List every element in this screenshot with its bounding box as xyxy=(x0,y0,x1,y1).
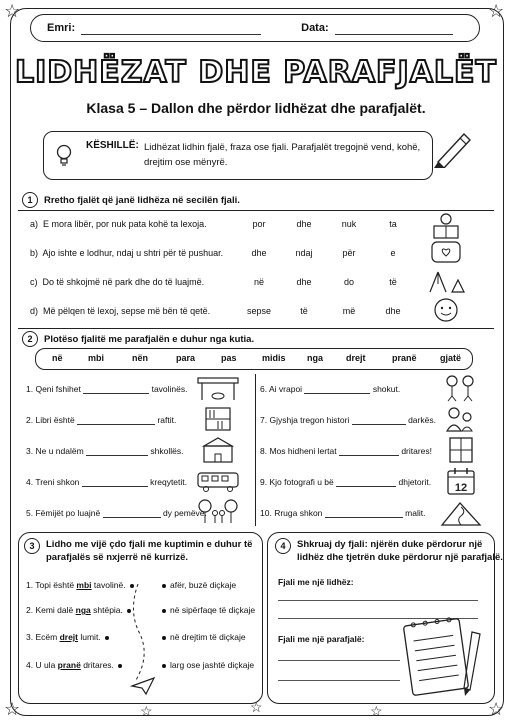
answer-blank[interactable] xyxy=(82,486,148,487)
option-word[interactable]: sepse xyxy=(246,306,272,316)
star-icon: ☆ xyxy=(250,699,263,715)
star-icon: ☆ xyxy=(4,699,21,719)
list-item: larg ose jashtë diçkaje xyxy=(158,660,254,670)
bookshelf-icon xyxy=(204,406,232,432)
list-item: 3. Ne u ndalëm shkollës. xyxy=(26,446,184,456)
word-bank-item: midis xyxy=(262,353,286,363)
word-bank xyxy=(35,348,473,370)
option-word[interactable]: ndaj xyxy=(295,248,313,258)
tip-text: Lidhëzat lidhin fjalë, fraza ose fjali. Parafjalët tregojnë vend, kohë, drejtim ose mënyrë. xyxy=(144,142,421,168)
word-bank-item: para xyxy=(176,353,196,363)
window-icon xyxy=(448,436,474,464)
star-icon: ☆ xyxy=(488,1,505,21)
option-word[interactable]: të xyxy=(389,277,397,287)
section4-title: Shkruaj dy fjali: njërën duke përdorur një xyxy=(297,539,483,550)
section2-number: 2 xyxy=(22,331,38,347)
notebook-pencil-icon xyxy=(402,612,492,698)
match-dot[interactable] xyxy=(118,664,122,668)
trees-children-icon xyxy=(198,497,238,525)
option-word[interactable]: dhe xyxy=(296,277,312,287)
star-icon: ☆ xyxy=(4,1,21,21)
star-icon: ☆ xyxy=(488,699,505,719)
date-field[interactable] xyxy=(335,22,453,35)
table-icon xyxy=(196,376,240,402)
list-item: në drejtim të diçkaje xyxy=(158,632,246,642)
word-bank-item: drejt xyxy=(346,353,366,363)
list-item: 8. Mos hidheni lertat dritares! xyxy=(260,446,433,456)
paper-plane-icon xyxy=(130,676,156,696)
lightbulb-icon xyxy=(54,144,74,166)
grandmother-icon xyxy=(444,405,476,433)
section3-heading: 3 Lidho me vijë çdo fjali me kuptimin e duhur të parafjalës së nxjerrë në kurrizë. xyxy=(24,538,252,564)
child-reading-icon xyxy=(428,212,464,240)
list-item: në sipërfaqe të diçkaje xyxy=(158,605,255,615)
section2-heading xyxy=(22,331,254,347)
option-word[interactable]: nuk xyxy=(341,219,357,229)
section1-number: 1 xyxy=(22,192,38,208)
option-word[interactable]: dhe xyxy=(251,248,267,258)
star-icon: ☆ xyxy=(140,703,153,719)
match-dot[interactable] xyxy=(162,664,166,668)
writing-line[interactable] xyxy=(278,600,478,601)
pencil-icon xyxy=(430,128,474,168)
option-word[interactable]: dhe xyxy=(385,306,401,316)
list-item: c) Do të shkojmë në park dhe do të luajmë. xyxy=(30,277,205,287)
option-word[interactable]: e xyxy=(390,248,396,258)
answer-blank[interactable] xyxy=(304,393,370,394)
section3-title: Lidho me vijë çdo fjali me kuptimin e duhur të xyxy=(46,539,253,550)
pillow-heart-icon xyxy=(430,240,462,264)
list-item: d) Më pëlqen të lexoj, sepse më bën të qetë. xyxy=(30,306,211,316)
list-item: 2. Kemi dalë nga shtëpia. xyxy=(26,605,135,615)
calendar-icon xyxy=(446,466,476,496)
section4-number: 4 xyxy=(275,538,291,554)
list-item: b) Ajo ishte e lodhur, ndaj u shtri për të pushuar. xyxy=(30,248,224,258)
section1-heading xyxy=(22,192,240,208)
option-word[interactable]: për xyxy=(342,248,356,258)
name-label: Emri: xyxy=(47,22,76,34)
star-icon: ☆ xyxy=(370,703,383,719)
match-dot[interactable] xyxy=(105,636,109,640)
list-item: a) E mora libër, por nuk pata kohë ta lexoja. xyxy=(30,219,207,229)
word-bank-item: gjatë xyxy=(440,353,462,363)
header-bar xyxy=(30,14,480,42)
tip-box xyxy=(43,131,433,180)
list-item: 10. Rruga shkon malit. xyxy=(260,508,426,518)
option-word[interactable]: do xyxy=(343,277,354,287)
answer-blank[interactable] xyxy=(83,393,149,394)
option-word[interactable]: por xyxy=(252,219,266,229)
sentence-label-conjunction: Fjali me një lidhëz: xyxy=(278,577,354,587)
answer-blank[interactable] xyxy=(86,455,148,456)
writing-line[interactable] xyxy=(278,660,400,661)
list-item: 6. Ai vrapoi shokut. xyxy=(260,384,401,394)
name-field[interactable] xyxy=(81,22,261,35)
date-label: Data: xyxy=(301,22,329,34)
playground-icon xyxy=(426,268,466,294)
list-item: 9. Kjo fotografi u bë dhjetorit. xyxy=(260,477,432,487)
tip-label: KËSHILLË: xyxy=(86,140,139,151)
option-word[interactable]: ta xyxy=(389,219,397,229)
train-icon xyxy=(196,467,240,493)
section3-number: 3 xyxy=(24,538,40,554)
option-word[interactable]: të xyxy=(300,306,308,316)
answer-blank[interactable] xyxy=(352,424,406,425)
word-bank-item: mbi xyxy=(88,353,105,363)
match-dot[interactable] xyxy=(162,636,166,640)
mountain-road-icon xyxy=(440,499,482,527)
answer-blank[interactable] xyxy=(77,424,155,425)
list-item: 4. U ula pranë dritares. xyxy=(26,660,126,670)
list-item: 1. Topi është mbi tavolinë. xyxy=(26,580,138,590)
word-bank-item: nga xyxy=(307,353,324,363)
answer-blank[interactable] xyxy=(325,517,403,518)
two-children-icon xyxy=(440,374,480,402)
option-word[interactable]: dhe xyxy=(296,219,312,229)
happy-face-icon xyxy=(430,296,462,324)
list-item: 5. Fëmijët po luajnë dy pemëve. xyxy=(26,508,207,518)
list-item: 3. Ecëm drejt lumit. xyxy=(26,632,113,642)
option-word[interactable]: në xyxy=(253,277,264,287)
calendar-number: 12 xyxy=(454,482,468,494)
word-bank-item: pranë xyxy=(392,353,417,363)
list-item: afër, buzë diçkaje xyxy=(158,580,236,590)
page-title: LIDHËZAT DHE PARAFJALËT xyxy=(15,55,497,90)
answer-blank[interactable] xyxy=(336,486,396,487)
list-item: 4. Treni shkon kreqytetit. xyxy=(26,477,188,487)
section4-heading: 4 Shkruaj dy fjali: njërën duke përdorur një lidhëz dhe tjetrën duke përdorur një parafjalë. xyxy=(275,538,503,564)
list-item: 1. Qeni fshihet tavolinës. xyxy=(26,384,188,394)
match-dot[interactable] xyxy=(162,609,166,613)
word-bank-item: nën xyxy=(132,353,149,363)
page-subtitle: Klasa 5 – Dallon dhe përdor lidhëzat dhe parafjalët. xyxy=(86,100,426,116)
list-item: 7. Gjyshja tregon histori darkës. xyxy=(260,415,436,425)
match-dot[interactable] xyxy=(162,584,166,588)
sentence-label-preposition: Fjali me një parafjalë: xyxy=(278,634,365,644)
list-item: 2. Libri është raftit. xyxy=(26,415,177,425)
section2-title: Plotëso fjalitë me parafjalën e duhur nga kutia. xyxy=(44,333,255,345)
word-bank-item: në xyxy=(52,353,63,363)
word-bank-item: pas xyxy=(221,353,237,363)
answer-blank[interactable] xyxy=(339,455,399,456)
section1-title: Rretho fjalët që janë lidhëza në secilën fjali. xyxy=(44,194,240,206)
school-icon xyxy=(200,436,236,464)
answer-blank[interactable] xyxy=(103,517,161,518)
writing-line[interactable] xyxy=(278,680,400,681)
option-word[interactable]: më xyxy=(342,306,356,316)
